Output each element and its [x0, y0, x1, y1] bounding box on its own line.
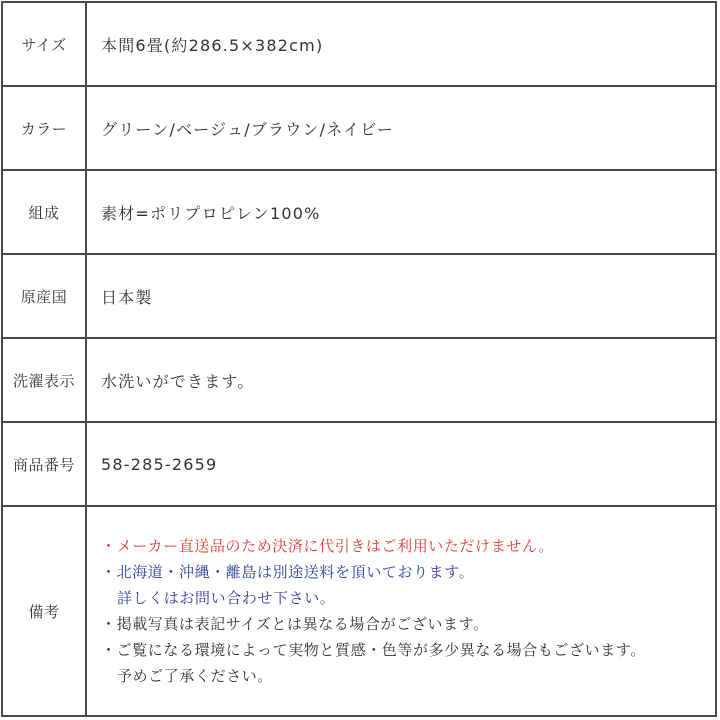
spec-table	[1, 1, 717, 717]
spec-row-size	[3, 3, 715, 87]
remark-extra-shipping: ・北海道・沖縄・離島は別途送料を頂いております。	[101, 563, 475, 581]
spec-label-color: カラー	[3, 87, 87, 169]
spec-value-item-number: 58-285-2659	[101, 454, 218, 474]
remark-cod-unavailable: ・メーカー直送品のため決済に代引きはご利用いただけません。	[101, 537, 555, 555]
spec-value-composition: 素材=ポリプロピレン100%	[101, 203, 321, 223]
remarks-notes	[87, 507, 715, 715]
spec-row-item-number	[3, 423, 715, 507]
spec-label-remarks: 備考	[3, 507, 87, 715]
spec-label-care: 洗濯表示	[3, 339, 87, 421]
spec-value-size: 本間6畳(約286.5×382cm)	[101, 35, 324, 55]
spec-row-care	[3, 339, 715, 423]
spec-row-composition	[3, 171, 715, 255]
remark-size-may-differ: ・掲載写真は表記サイズとは異なる場合がございます。	[101, 615, 489, 633]
remark-contact-us: 詳しくはお問い合わせ下さい。	[117, 589, 336, 607]
spec-label-size: サイズ	[3, 3, 87, 85]
spec-value-origin: 日本製	[101, 287, 153, 307]
spec-value-color: グリーン/ベージュ/ブラウン/ネイビー	[101, 119, 395, 139]
spec-row-color	[3, 87, 715, 171]
spec-row-remarks	[3, 507, 715, 715]
spec-label-composition: 組成	[3, 171, 87, 253]
remark-please-understand: 予めご了承ください。	[117, 667, 274, 685]
remark-color-may-differ: ・ご覧になる環境によって実物と質感・色等が多少異なる場合もございます。	[101, 641, 646, 659]
spec-label-origin: 原産国	[3, 255, 87, 337]
spec-value-care: 水洗いができます。	[101, 371, 255, 391]
spec-label-item-number: 商品番号	[3, 423, 87, 505]
spec-row-origin	[3, 255, 715, 339]
